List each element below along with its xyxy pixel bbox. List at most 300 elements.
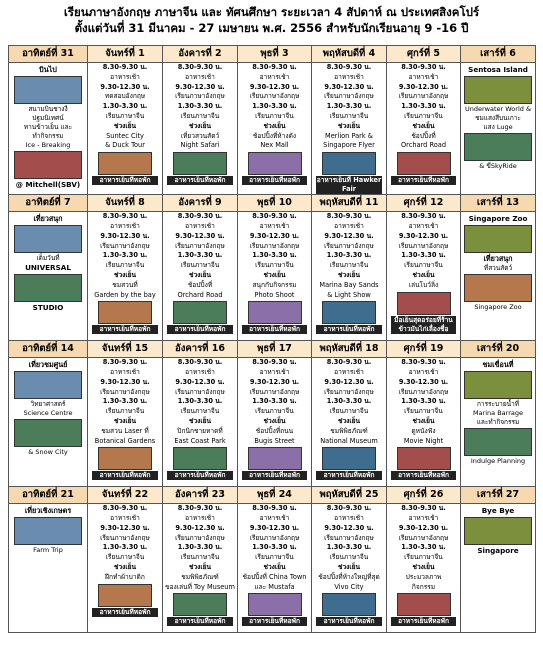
activity-line: Sentosa Island bbox=[468, 65, 528, 74]
day-cell bbox=[163, 504, 238, 633]
schedule-line: เรียนภาษาจีน bbox=[329, 407, 369, 416]
day-cell bbox=[461, 358, 536, 487]
day-header: เสาร์ที่ 13 bbox=[461, 195, 536, 212]
schedule-line: 8.30-9.30 น. bbox=[102, 212, 148, 221]
dinner-note: อาหารเย็นที่หอพัก bbox=[391, 176, 456, 185]
day-cell bbox=[163, 358, 238, 487]
schedule-line: ช่วงเย็น bbox=[412, 416, 435, 425]
schedule-line: 9.30-12.30 น. bbox=[249, 82, 300, 91]
day-header: เสาร์ที่ 20 bbox=[461, 341, 536, 358]
activity-photo bbox=[173, 301, 227, 324]
schedule-line: เรียนภาษาอังกฤษ bbox=[324, 241, 374, 250]
day-header: จันทร์ที่ 15 bbox=[88, 341, 163, 358]
schedule-line: เรียนภาษาจีน bbox=[255, 111, 294, 120]
activity-photo bbox=[248, 152, 302, 175]
schedule-line: ช่วงเย็น bbox=[412, 270, 435, 279]
schedule-line: เล่นโบว์ลิ่ง bbox=[408, 280, 439, 289]
schedule-line: 1.30-3.30 น. bbox=[401, 543, 446, 552]
activity-line: Marina Barrage bbox=[472, 409, 524, 418]
schedule-line: ช้อปปิ้งที่ bbox=[187, 280, 213, 289]
day-header: อังคารที่ 16 bbox=[163, 341, 238, 358]
schedule-line: ปิกนิกชายหาดที่ bbox=[177, 426, 223, 435]
schedule-line: เรียนภาษาอังกฤษ bbox=[398, 387, 449, 396]
schedule-line: 8.30-9.30 น. bbox=[177, 358, 223, 367]
activity-line: Singapore Zoo bbox=[468, 214, 528, 224]
schedule-line: 1.30-3.30 น. bbox=[252, 102, 297, 111]
schedule-line: เรียนภาษาจีน bbox=[255, 553, 294, 562]
schedule-line: 8.30-9.30 น. bbox=[401, 504, 446, 513]
day-header: อาทิตย์ที่ 21 bbox=[9, 487, 88, 504]
activity-photo bbox=[98, 301, 152, 324]
schedule-line: ชมสวน Laser ที่ bbox=[101, 426, 149, 435]
schedule-line: Orchard Road bbox=[177, 290, 223, 299]
schedule-line: 9.30-12.30 น. bbox=[100, 82, 150, 91]
day-header: พฤหัสบดีที่ 11 bbox=[312, 195, 387, 212]
schedule-line: อาหารเช้า bbox=[408, 221, 439, 230]
schedule-line: 8.30-9.30 น. bbox=[102, 358, 148, 367]
activity-line: Underwater World & bbox=[464, 105, 532, 113]
schedule-line: และ Mustafa bbox=[254, 582, 295, 591]
activity-line: & ขี่SkyRide bbox=[479, 162, 517, 170]
schedule-line: 1.30-3.30 น. bbox=[177, 251, 223, 260]
activity-line: การระบายน้ำที่ bbox=[476, 400, 520, 409]
day-header: จันทร์ที่ 8 bbox=[88, 195, 163, 212]
schedule-line: ช่วงเย็น bbox=[188, 121, 212, 130]
schedule-line: ช้อปปิ้งที่ห้างใหญ่ที่สุด bbox=[318, 572, 380, 581]
schedule-line: เรียนภาษาอังกฤษ bbox=[175, 92, 225, 101]
schedule-line: อาหารเช้า bbox=[185, 513, 215, 522]
activity-photo bbox=[173, 152, 227, 175]
schedule-line: 9.30-12.30 น. bbox=[100, 523, 150, 532]
activity-photo bbox=[248, 447, 302, 470]
activity-line: เที่ยวชมศูนย์ bbox=[28, 360, 68, 370]
day-header: อังคารที่ 23 bbox=[163, 487, 238, 504]
schedule-line: Vivo City bbox=[334, 582, 364, 591]
schedule-line: 8.30-9.30 น. bbox=[326, 63, 372, 71]
schedule-line: East Coast Park bbox=[174, 436, 226, 445]
activity-photo bbox=[397, 593, 451, 616]
schedule-line: เรียนภาษาอังกฤษ bbox=[100, 241, 150, 250]
day-header: อังคารที่ 9 bbox=[163, 195, 238, 212]
activity-line: บินไป bbox=[39, 65, 57, 74]
schedule-line: 9.30-12.30 น. bbox=[175, 377, 225, 386]
schedule-line: 1.30-3.30 น. bbox=[326, 102, 372, 111]
schedule-line: 9.30-12.30 น. bbox=[324, 231, 374, 240]
schedule-line: เรียนภาษาจีน bbox=[255, 261, 294, 270]
weekend-activity bbox=[461, 504, 535, 556]
schedule-line: อาหารเช้า bbox=[185, 367, 215, 376]
schedule-line: อาหารเช้า bbox=[259, 367, 290, 376]
schedule-line: ช้อปปิ้งที่ห้างดัง bbox=[252, 131, 297, 140]
dinner-note: อาหารเย็นที่หอพัก bbox=[391, 617, 456, 626]
schedule-line: 8.30-9.30 น. bbox=[326, 358, 372, 367]
activity-photo bbox=[14, 517, 82, 545]
activity-line: เที่ยวสนุก bbox=[483, 254, 513, 264]
week-header-row bbox=[9, 195, 536, 212]
schedule-line: 9.30-12.30 น. bbox=[175, 523, 225, 532]
day-header: พุธที่ 10 bbox=[238, 195, 312, 212]
weekend-activity bbox=[9, 212, 87, 313]
schedule-line: ช้อปปิ้งที่ bbox=[411, 131, 436, 140]
schedule-line: Orchard Road bbox=[400, 141, 447, 150]
schedule-line: 1.30-3.30 น. bbox=[102, 102, 148, 111]
weekend-activity bbox=[461, 358, 535, 466]
activity-photo bbox=[98, 152, 152, 175]
day-cell bbox=[387, 358, 461, 487]
schedule-line: ช่วงเย็น bbox=[113, 562, 137, 571]
weekend-activity bbox=[461, 63, 535, 171]
schedule-line: เรียนภาษาอังกฤษ bbox=[249, 241, 300, 250]
schedule-line: ช่วงเย็น bbox=[263, 416, 286, 425]
day-cell bbox=[163, 63, 238, 195]
activity-line: ทานข้าวเย็น และ bbox=[23, 123, 73, 131]
dinner-note: อาหารเย็นที่หอพัก bbox=[92, 325, 158, 334]
day-cell bbox=[461, 212, 536, 341]
activity-photo bbox=[14, 419, 82, 447]
schedule-line: 1.30-3.30 น. bbox=[177, 397, 223, 406]
schedule-line: ช่วงเย็น bbox=[188, 270, 212, 279]
schedule-line: ช่วงเย็น bbox=[337, 416, 361, 425]
activity-line: Singapore Zoo bbox=[474, 303, 522, 312]
schedule-line: ช่วงเย็น bbox=[263, 562, 286, 571]
schedule-line: 1.30-3.30 น. bbox=[252, 543, 297, 552]
day-cell bbox=[9, 212, 88, 341]
schedule-line: ฝึกทำผ้าบาติก bbox=[105, 572, 145, 581]
day-cell bbox=[387, 504, 461, 633]
schedule-line: 1.30-3.30 น. bbox=[326, 543, 372, 552]
schedule-line: เรียนภาษาจีน bbox=[329, 553, 369, 562]
schedule-line: 1.30-3.30 น. bbox=[177, 543, 223, 552]
activity-photo bbox=[98, 584, 152, 607]
schedule-line: 8.30-9.30 น. bbox=[177, 63, 223, 71]
schedule-line: 9.30-12.30 น. bbox=[175, 82, 225, 91]
schedule-line: Suntec City bbox=[106, 131, 144, 140]
day-cell bbox=[88, 504, 163, 633]
schedule-line: ช่วงเย็น bbox=[188, 416, 212, 425]
schedule-line: เรียนภาษาจีน bbox=[180, 407, 220, 416]
dinner-note: อาหารเย็นที่หอพัก bbox=[242, 325, 307, 334]
schedule-line: ช่วงเย็น bbox=[113, 121, 137, 130]
schedule-line: เรียนภาษาอังกฤษ bbox=[175, 387, 225, 396]
schedule-line: 1.30-3.30 น. bbox=[102, 397, 148, 406]
schedule-line: อาหารเช้า bbox=[185, 221, 215, 230]
dinner-note: อาหารเย็นที่หอพัก bbox=[167, 176, 233, 185]
schedule-line: 1.30-3.30 น. bbox=[326, 397, 372, 406]
activity-line: เต็มวันที่ bbox=[36, 254, 60, 263]
activity-photo bbox=[464, 371, 532, 399]
schedule-line: Nex Mall bbox=[260, 141, 289, 150]
schedule-line: ชมสวนที่ bbox=[112, 280, 138, 289]
activity-line: และทำกิจกรรม bbox=[476, 418, 520, 427]
schedule-line: เรียนภาษาอังกฤษ bbox=[398, 533, 449, 542]
schedule-line: สนุกกับกิจกรรม bbox=[252, 280, 297, 289]
dinner-note: อาหารเย็นที่หอพัก bbox=[167, 325, 233, 334]
dinner-note: อาหารเย็นที่หอพัก bbox=[167, 471, 233, 480]
schedule-line: 1.30-3.30 น. bbox=[252, 397, 297, 406]
schedule-line: อาหารเช้า bbox=[259, 513, 290, 522]
schedule-line: เรียนภาษาอังกฤษ bbox=[324, 387, 374, 396]
schedule-line: 9.30-12.30 น. bbox=[324, 523, 374, 532]
schedule-line: 9.30-12.30 น. bbox=[398, 82, 449, 91]
day-cell bbox=[387, 212, 461, 341]
schedule-line: อาหารเช้า bbox=[185, 72, 215, 81]
schedule-line: 8.30-9.30 น. bbox=[401, 358, 446, 367]
schedule-table bbox=[8, 45, 536, 633]
activity-line: ที่สวนสัตว์ bbox=[483, 264, 513, 273]
schedule-line: อาหารเช้า bbox=[110, 221, 140, 230]
dinner-note: อาหารเย็นที่หอพัก bbox=[242, 471, 307, 480]
week-header-row bbox=[9, 46, 536, 63]
schedule-line: 9.30-12.30 น. bbox=[324, 377, 374, 386]
activity-line: ปฐมนิเทศน์ bbox=[32, 114, 64, 122]
schedule-line: เรียนภาษาอังกฤษ bbox=[324, 533, 374, 542]
dinner-note: อาหารเย็นที่ Hawker Fair bbox=[316, 176, 382, 194]
schedule-line: เรียนภาษาจีน bbox=[180, 553, 220, 562]
schedule-line: เรียนภาษาอังกฤษ bbox=[249, 387, 300, 396]
activity-photo bbox=[14, 274, 82, 302]
dinner-note: อาหารเย็นที่หอพัก bbox=[316, 471, 382, 480]
activity-photo bbox=[14, 151, 82, 179]
schedule-line: เรียนภาษาอังกฤษ bbox=[175, 533, 225, 542]
activity-line: เที่ยวสนุก bbox=[33, 214, 63, 224]
day-header: พฤหัสบดีที่ 25 bbox=[312, 487, 387, 504]
activity-photo bbox=[464, 225, 532, 253]
dinner-note: อาหารเย็นที่หอพัก bbox=[92, 176, 158, 185]
activity-line: Ice - Breaking bbox=[25, 141, 71, 149]
schedule-line: อาหารเช้า bbox=[408, 72, 439, 81]
schedule-line: ชมพิพิธภัณฑ์ bbox=[181, 572, 219, 581]
schedule-line: 8.30-9.30 น. bbox=[177, 212, 223, 221]
schedule-line: ช่วงเย็น bbox=[113, 270, 137, 279]
schedule-line: National Museum bbox=[320, 436, 378, 445]
day-cell bbox=[88, 212, 163, 341]
day-cell bbox=[461, 63, 536, 195]
schedule-line: 9.30-12.30 น. bbox=[100, 231, 150, 240]
activity-photo bbox=[173, 593, 227, 616]
schedule-line: 1.30-3.30 น. bbox=[326, 251, 372, 260]
dinner-note: อาหารเย็นที่หอพัก bbox=[391, 471, 456, 480]
schedule-line: อาหารเช้า bbox=[110, 367, 140, 376]
schedule-line: อาหารเช้า bbox=[334, 367, 364, 376]
schedule-line: 9.30-12.30 น. bbox=[249, 523, 300, 532]
weekend-activity bbox=[461, 212, 535, 312]
activity-line: Farm Trip bbox=[33, 546, 63, 555]
activity-photo bbox=[322, 593, 376, 616]
day-header: จันทร์ที่ 1 bbox=[88, 46, 163, 63]
activity-line: ชมแสงสีบนเกาะ bbox=[475, 114, 521, 122]
day-cell bbox=[88, 358, 163, 487]
schedule-line: 8.30-9.30 น. bbox=[401, 63, 446, 71]
schedule-line: กิจกรรม bbox=[411, 582, 436, 591]
schedule-line: ช่วงเย็น bbox=[263, 270, 286, 279]
schedule-line: อาหารเช้า bbox=[110, 72, 140, 81]
day-cell bbox=[312, 63, 387, 195]
day-cell bbox=[312, 504, 387, 633]
activity-line: Singapore bbox=[477, 546, 519, 556]
day-header: ศุกร์ที่ 19 bbox=[387, 341, 461, 358]
schedule-line: 9.30-12.30 น. bbox=[324, 82, 374, 91]
weekend-activity bbox=[9, 63, 87, 190]
schedule-line: เรียนภาษาจีน bbox=[404, 261, 443, 270]
schedule-line: 8.30-9.30 น. bbox=[252, 212, 297, 221]
schedule-line: 9.30-12.30 น. bbox=[398, 377, 449, 386]
dinner-note: อาหารเย็นที่หอพัก bbox=[92, 471, 158, 480]
day-cell bbox=[238, 212, 312, 341]
schedule-line: 8.30-9.30 น. bbox=[252, 358, 297, 367]
schedule-line: 8.30-9.30 น. bbox=[326, 504, 372, 513]
activity-photo bbox=[464, 133, 532, 161]
day-header: เสาร์ที่ 27 bbox=[461, 487, 536, 504]
schedule-line: Night Safari bbox=[180, 141, 220, 150]
schedule-line: เรียนภาษาจีน bbox=[180, 261, 220, 270]
schedule-line: ช่วงเย็น bbox=[412, 562, 435, 571]
schedule-line: 1.30-3.30 น. bbox=[401, 397, 446, 406]
schedule-line: ช่วงเย็น bbox=[337, 562, 361, 571]
schedule-line: ช้อปปิ้งที่ถนน bbox=[255, 426, 294, 435]
schedule-line: 8.30-9.30 น. bbox=[177, 504, 223, 513]
day-header: อาทิตย์ที่ 14 bbox=[9, 341, 88, 358]
week-body-row bbox=[9, 504, 536, 633]
schedule-line: Bugis Street bbox=[254, 436, 295, 445]
schedule-line: ช่วงเย็น bbox=[337, 121, 361, 130]
day-cell bbox=[238, 504, 312, 633]
schedule-line: เรียนภาษาจีน bbox=[105, 553, 145, 562]
schedule-line: 1.30-3.30 น. bbox=[252, 251, 297, 260]
day-cell bbox=[9, 358, 88, 487]
schedule-line: เรียนภาษาอังกฤษ bbox=[100, 387, 150, 396]
week-body-row bbox=[9, 358, 536, 487]
activity-photo bbox=[464, 274, 532, 302]
schedule-line: เรียนภาษาจีน bbox=[255, 407, 294, 416]
activity-photo bbox=[322, 152, 376, 175]
day-cell bbox=[9, 63, 88, 195]
schedule-line: เรียนภาษาจีน bbox=[404, 553, 443, 562]
activity-line: สนามบินชางงี bbox=[28, 105, 68, 113]
schedule-line: 8.30-9.30 น. bbox=[252, 63, 297, 71]
schedule-line: 8.30-9.30 น. bbox=[102, 63, 148, 71]
schedule-line: Photo Shoot bbox=[254, 290, 295, 299]
schedule-line: เรียนภาษาอังกฤษ bbox=[175, 241, 225, 250]
dinner-note: อาหารเย็นที่หอพัก bbox=[316, 617, 382, 626]
schedule-line: 1.30-3.30 น. bbox=[102, 251, 148, 260]
schedule-line: 8.30-9.30 น. bbox=[102, 504, 148, 513]
schedule-line: ช่วงเย็น bbox=[337, 270, 361, 279]
day-header: พุธที่ 3 bbox=[238, 46, 312, 63]
activity-line: Science Centre bbox=[23, 409, 73, 418]
weekend-activity bbox=[9, 504, 87, 555]
day-header: ศุกร์ที่ 12 bbox=[387, 195, 461, 212]
activity-photo bbox=[464, 76, 532, 104]
schedule-line: เรียนภาษาจีน bbox=[180, 111, 220, 120]
schedule-line: Merlion Park & bbox=[325, 131, 373, 140]
activity-photo bbox=[397, 447, 451, 470]
activity-line: & Snow City bbox=[28, 448, 68, 457]
dinner-note: มื้อเย็นสุดอร่อยที่ร้านข้าวมันไก่เลื่องชื่อ bbox=[391, 316, 456, 334]
day-header: พุธที่ 24 bbox=[238, 487, 312, 504]
day-header: พุธที่ 17 bbox=[238, 341, 312, 358]
day-cell bbox=[88, 63, 163, 195]
activity-line: Bye Bye bbox=[481, 506, 515, 516]
schedule-line: ประมวลภาพ bbox=[405, 572, 442, 581]
day-header: อาทิตย์ที่ 7 bbox=[9, 195, 88, 212]
day-header: พฤหัสบดีที่ 18 bbox=[312, 341, 387, 358]
week-header-row bbox=[9, 487, 536, 504]
schedule-line: เรียนภาษาอังกฤษ bbox=[398, 241, 449, 250]
page-title: เรียนภาษาอังกฤษ ภาษาจีน และ ทัศนศึกษา ระยะเวลา 4 สัปดาห์ ณ ประเทศสิงคโปร์ bbox=[63, 5, 480, 19]
schedule-line: & Light Show bbox=[327, 290, 371, 299]
schedule-line: 9.30-12.30 น. bbox=[249, 377, 300, 386]
schedule-line: ช่วงเย็น bbox=[263, 121, 286, 130]
schedule-line: & Duck Tour bbox=[105, 141, 145, 150]
schedule-line: 9.30-12.30 น. bbox=[175, 231, 225, 240]
day-header: พฤหัสบดีที่ 4 bbox=[312, 46, 387, 63]
schedule-line: 9.30-12.30 น. bbox=[100, 377, 150, 386]
day-header: จันทร์ที่ 22 bbox=[88, 487, 163, 504]
activity-line: Indulge Planning bbox=[470, 457, 526, 466]
schedule-line: Singapore Flyer bbox=[323, 141, 375, 150]
day-cell bbox=[461, 504, 536, 633]
activity-photo bbox=[322, 301, 376, 324]
week-body-row bbox=[9, 63, 536, 195]
dinner-note: อาหารเย็นที่หอพัก bbox=[167, 617, 233, 626]
schedule-line: อาหารเช้า bbox=[334, 513, 364, 522]
day-header: อาทิตย์ที่ 31 bbox=[9, 46, 88, 63]
dinner-note: อาหารเย็นที่หอพัก bbox=[242, 176, 307, 185]
activity-photo bbox=[14, 371, 82, 399]
schedule-line: เรียนภาษาอังกฤษ bbox=[324, 92, 374, 101]
schedule-line: Garden by the bay bbox=[94, 290, 156, 299]
schedule-line: อาหารเช้า bbox=[259, 72, 290, 81]
day-cell bbox=[238, 63, 312, 195]
schedule-line: เรียนภาษาอังกฤษ bbox=[249, 533, 300, 542]
activity-photo bbox=[464, 517, 532, 545]
activity-photo bbox=[14, 76, 82, 104]
activity-line: เที่ยวเชิงเกษตร bbox=[24, 506, 72, 516]
day-cell bbox=[238, 358, 312, 487]
activity-photo bbox=[173, 447, 227, 470]
activity-photo bbox=[397, 292, 451, 315]
day-header: เสาร์ที่ 6 bbox=[461, 46, 536, 63]
schedule-line: เรียนภาษาอังกฤษ bbox=[249, 92, 300, 101]
schedule-line: เรียนภาษาอังกฤษ bbox=[100, 533, 150, 542]
schedule-line: เรียนภาษาจีน bbox=[329, 111, 369, 120]
schedule-line: 1.30-3.30 น. bbox=[401, 251, 446, 260]
schedule-line: อาหารเช้า bbox=[334, 221, 364, 230]
schedule-line: 9.30-12.30 น. bbox=[249, 231, 300, 240]
day-cell bbox=[163, 212, 238, 341]
schedule-line: ช่วงเย็น bbox=[113, 416, 137, 425]
schedule-line: เรียนภาษาจีน bbox=[105, 407, 145, 416]
schedule-line: เรียนภาษาจีน bbox=[105, 111, 145, 120]
schedule-line: 8.30-9.30 น. bbox=[401, 212, 446, 221]
schedule-line: 1.30-3.30 น. bbox=[401, 102, 446, 111]
dinner-note: อาหารเย็นที่หอพัก bbox=[92, 608, 158, 617]
schedule-line: อาหารเช้า bbox=[408, 513, 439, 522]
activity-photo bbox=[14, 225, 82, 253]
activity-photo bbox=[397, 152, 451, 175]
week-header-row bbox=[9, 341, 536, 358]
schedule-line: อาหารเช้า bbox=[259, 221, 290, 230]
schedule-line: Movie Night bbox=[403, 436, 444, 445]
activity-line: วิทยาศาสตร์ bbox=[30, 400, 66, 409]
activity-line: ทำกิจกรรม bbox=[32, 132, 64, 140]
schedule-line: 1.30-3.30 น. bbox=[102, 543, 148, 552]
page-subtitle: ตั้งแต่วันที่ 31 มีนาคม - 27 เมษายน พ.ศ. 2556 สำหรับนักเรียนอายุ 9 -16 ปี bbox=[74, 21, 469, 35]
schedule-line: ของเล่นที่ Toy Museum bbox=[165, 582, 235, 591]
activity-photo bbox=[322, 447, 376, 470]
activity-line: ชมเขื่อนที่ bbox=[482, 360, 514, 370]
activity-line: UNIVERSAL bbox=[25, 263, 71, 273]
